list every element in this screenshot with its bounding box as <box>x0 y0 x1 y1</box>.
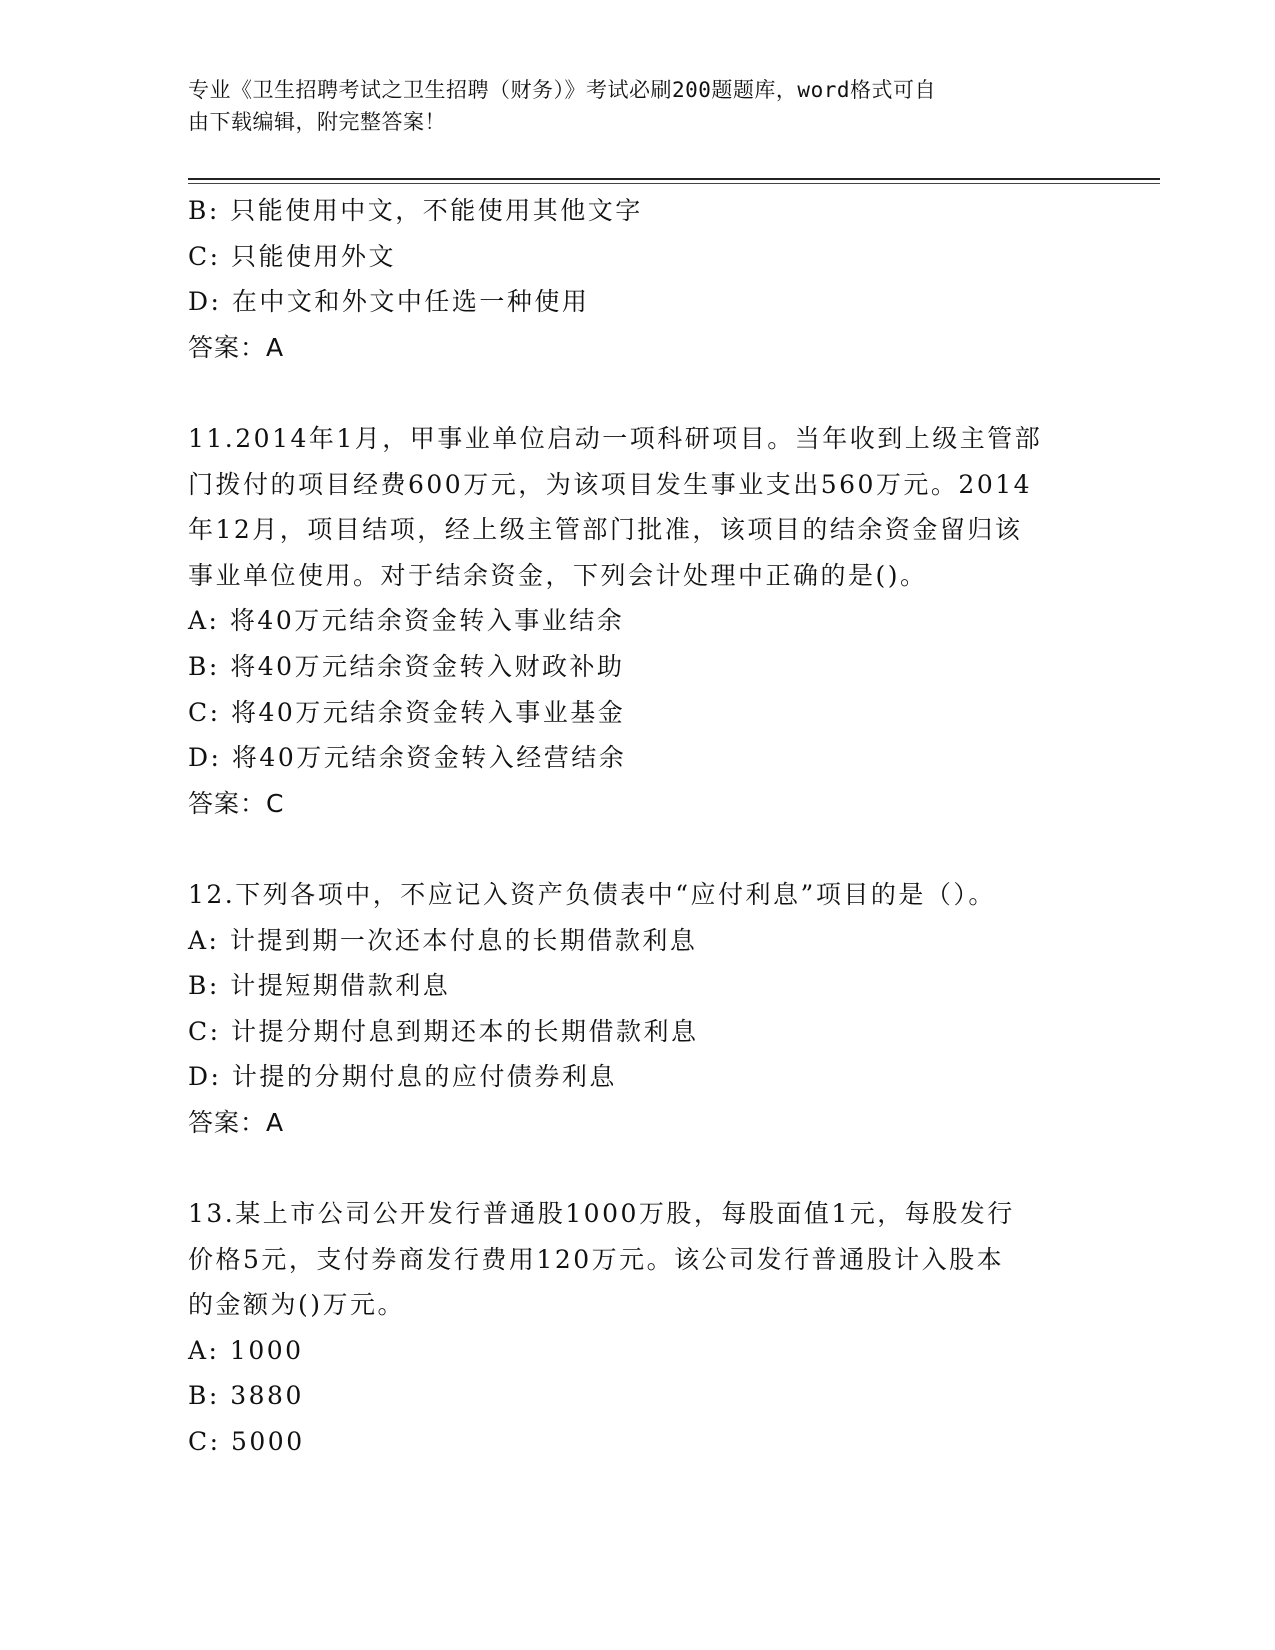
option-d: D: 计提的分期付息的应付债券利息 <box>188 1062 617 1092</box>
question-13 <box>188 1191 1088 1465</box>
option-a: A: 计提到期一次还本付息的长期借款利息 <box>188 925 698 955</box>
option-b: B: 3880 <box>188 1381 304 1411</box>
question-stem-line: 价格5元，支付券商发行费用120万元。该公司发行普通股计入股本 <box>188 1244 1005 1274</box>
question-12 <box>188 872 1088 1146</box>
question-stem-line: 门拨付的项目经费600万元，为该项目发生事业支出560万元。2014 <box>188 469 1033 499</box>
spacer <box>188 370 1088 416</box>
option-d: D: 将40万元结余资金转入经营结余 <box>188 743 627 773</box>
question-stem-line: 的金额为()万元。 <box>188 1290 406 1320</box>
document-header <box>188 74 1068 138</box>
option-a: A: 1000 <box>188 1335 304 1365</box>
question-stem-line: 11.2014年1月，甲事业单位启动一项科研项目。当年收到上级主管部 <box>188 423 1043 453</box>
option-d: D: 在中文和外文中任选一种使用 <box>188 287 590 317</box>
answer-line: 答案：A <box>188 1107 285 1137</box>
answer-line: 答案：C <box>188 788 285 818</box>
question-11 <box>188 416 1088 826</box>
document-body <box>188 188 1088 1465</box>
option-a: A: 将40万元结余资金转入事业结余 <box>188 606 625 636</box>
question-stem-line: 12.下列各项中，不应记入资产负债表中“应付利息”项目的是（）。 <box>188 879 996 909</box>
option-c: C: 将40万元结余资金转入事业基金 <box>188 697 626 727</box>
question-stem-line: 年12月，项目结项，经上级主管部门批准，该项目的结余资金留归该 <box>188 515 1023 545</box>
question-stem-line: 事业单位使用。对于结余资金，下列会计处理中正确的是()。 <box>188 560 928 590</box>
header-rule-thin <box>188 183 1160 184</box>
answer-line: 答案：A <box>188 332 285 362</box>
spacer <box>188 826 1088 872</box>
header-line-1: 专业《卫生招聘考试之卫生招聘（财务）》考试必刷200题题库，word格式可自 <box>188 78 936 102</box>
option-b: B: 只能使用中文，不能使用其他文字 <box>188 196 643 225</box>
option-c: C: 计提分期付息到期还本的长期借款利息 <box>188 1016 699 1046</box>
header-rule-thick <box>188 178 1160 180</box>
option-b: B: 计提短期借款利息 <box>188 971 451 1001</box>
question-block-prev <box>188 188 1088 370</box>
option-b: B: 将40万元结余资金转入财政补助 <box>188 651 625 681</box>
option-c: C: 5000 <box>188 1427 305 1457</box>
header-line-2: 由下载编辑，附完整答案！ <box>188 110 446 134</box>
option-c: C: 只能使用外文 <box>188 241 396 271</box>
question-stem-line: 13.某上市公司公开发行普通股1000万股，每股面值1元，每股发行 <box>188 1199 1015 1229</box>
spacer <box>188 1145 1088 1191</box>
